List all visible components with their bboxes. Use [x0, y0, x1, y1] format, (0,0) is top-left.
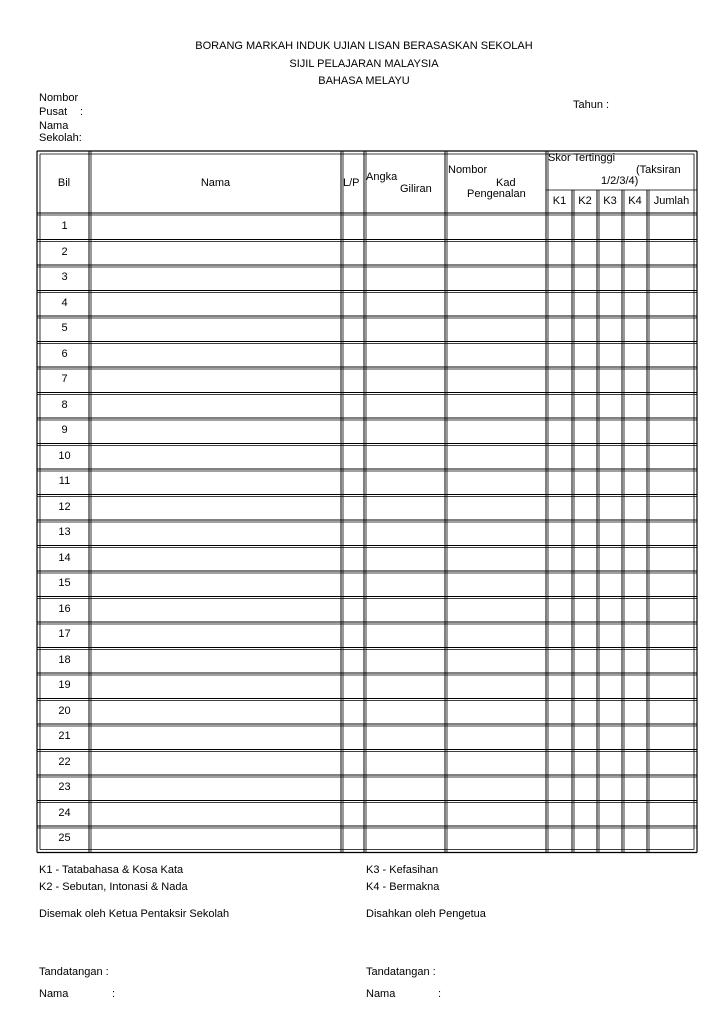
- legend-k2: K2 - Sebutan, Intonasi & Nada: [39, 881, 188, 893]
- row-number: 5: [61, 322, 68, 334]
- col-angka-header: Angka: [366, 171, 398, 183]
- row-number: 21: [58, 730, 71, 742]
- sekolah-label: Sekolah:: [39, 132, 82, 144]
- tahun-label: Tahun :: [573, 99, 610, 111]
- row-number: 20: [58, 704, 71, 717]
- row-number: 10: [58, 449, 71, 462]
- col-taksiran-header: (Taksiran: [636, 164, 681, 176]
- tandatangan-left-label: Tandatangan :: [39, 966, 109, 978]
- row-number: 25: [58, 832, 71, 844]
- col-k3-header: K3: [603, 195, 617, 207]
- row-number: 2: [61, 245, 68, 258]
- col-k2-header: K2: [578, 195, 592, 207]
- col-giliran-header: Giliran: [400, 183, 432, 195]
- row-number: 18: [58, 653, 71, 666]
- form-title: BORANG MARKAH INDUK UJIAN LISAN BERASASKAN SEKOLAH: [195, 40, 533, 52]
- disahkan-label: Disahkan oleh Pengetua: [366, 908, 486, 920]
- col-lp-header: L/P: [343, 177, 360, 189]
- col-kad-header: Kad: [496, 177, 516, 189]
- col-skor-header: Skor Tertinggi: [548, 152, 616, 164]
- row-number: 9: [61, 424, 68, 436]
- col-taksiran2-header: 1/2/3/4): [601, 175, 639, 187]
- nama-right-colon: :: [438, 988, 442, 1000]
- col-k4-header: K4: [628, 195, 642, 207]
- col-jumlah-header: Jumlah: [653, 195, 690, 207]
- form-subtitle: SIJIL PELAJARAN MALAYSIA: [289, 58, 439, 70]
- row-number: 22: [58, 755, 71, 768]
- nama-left-colon: :: [112, 988, 116, 1000]
- pusat-colon: :: [80, 106, 84, 118]
- row-number: 1: [61, 220, 68, 232]
- col-nombor-header: Nombor: [448, 164, 488, 176]
- legend-k1: K1 - Tatabahasa & Kosa Kata: [39, 864, 184, 876]
- col-bil-header: Bil: [57, 177, 71, 189]
- nama-right-label: Nama: [366, 988, 396, 1000]
- col-k1-header: K1: [552, 195, 567, 207]
- row-number: 6: [61, 347, 68, 360]
- row-number: 12: [58, 500, 71, 513]
- row-number: 7: [61, 373, 68, 385]
- row-number: 23: [58, 781, 71, 793]
- form-subject: BAHASA MELAYU: [318, 75, 410, 87]
- nama-left-label: Nama: [39, 988, 69, 1000]
- row-number: 16: [58, 602, 71, 615]
- legend-k3: K3 - Kefasihan: [366, 864, 439, 876]
- row-number: 11: [58, 475, 71, 487]
- row-number: 14: [58, 551, 71, 564]
- tandatangan-right-label: Tandatangan :: [366, 966, 436, 978]
- row-number: 13: [58, 526, 71, 538]
- row-number: 19: [58, 679, 71, 691]
- col-nama-header: Nama: [200, 177, 231, 189]
- col-pengenalan-header: Pengenalan: [467, 188, 526, 200]
- row-number: 8: [61, 398, 68, 411]
- row-number: 24: [58, 806, 71, 819]
- nama-label: Nama: [39, 120, 69, 132]
- row-number: 17: [58, 628, 71, 640]
- legend-k4: K4 - Bermakna: [366, 881, 440, 893]
- disemak-label: Disemak oleh Ketua Pentaksir Sekolah: [39, 908, 230, 920]
- pusat-label: Pusat: [39, 106, 68, 118]
- nombor-label: Nombor: [39, 92, 79, 104]
- row-number: 3: [61, 271, 68, 283]
- row-number: 4: [61, 296, 68, 309]
- row-number: 15: [58, 577, 71, 589]
